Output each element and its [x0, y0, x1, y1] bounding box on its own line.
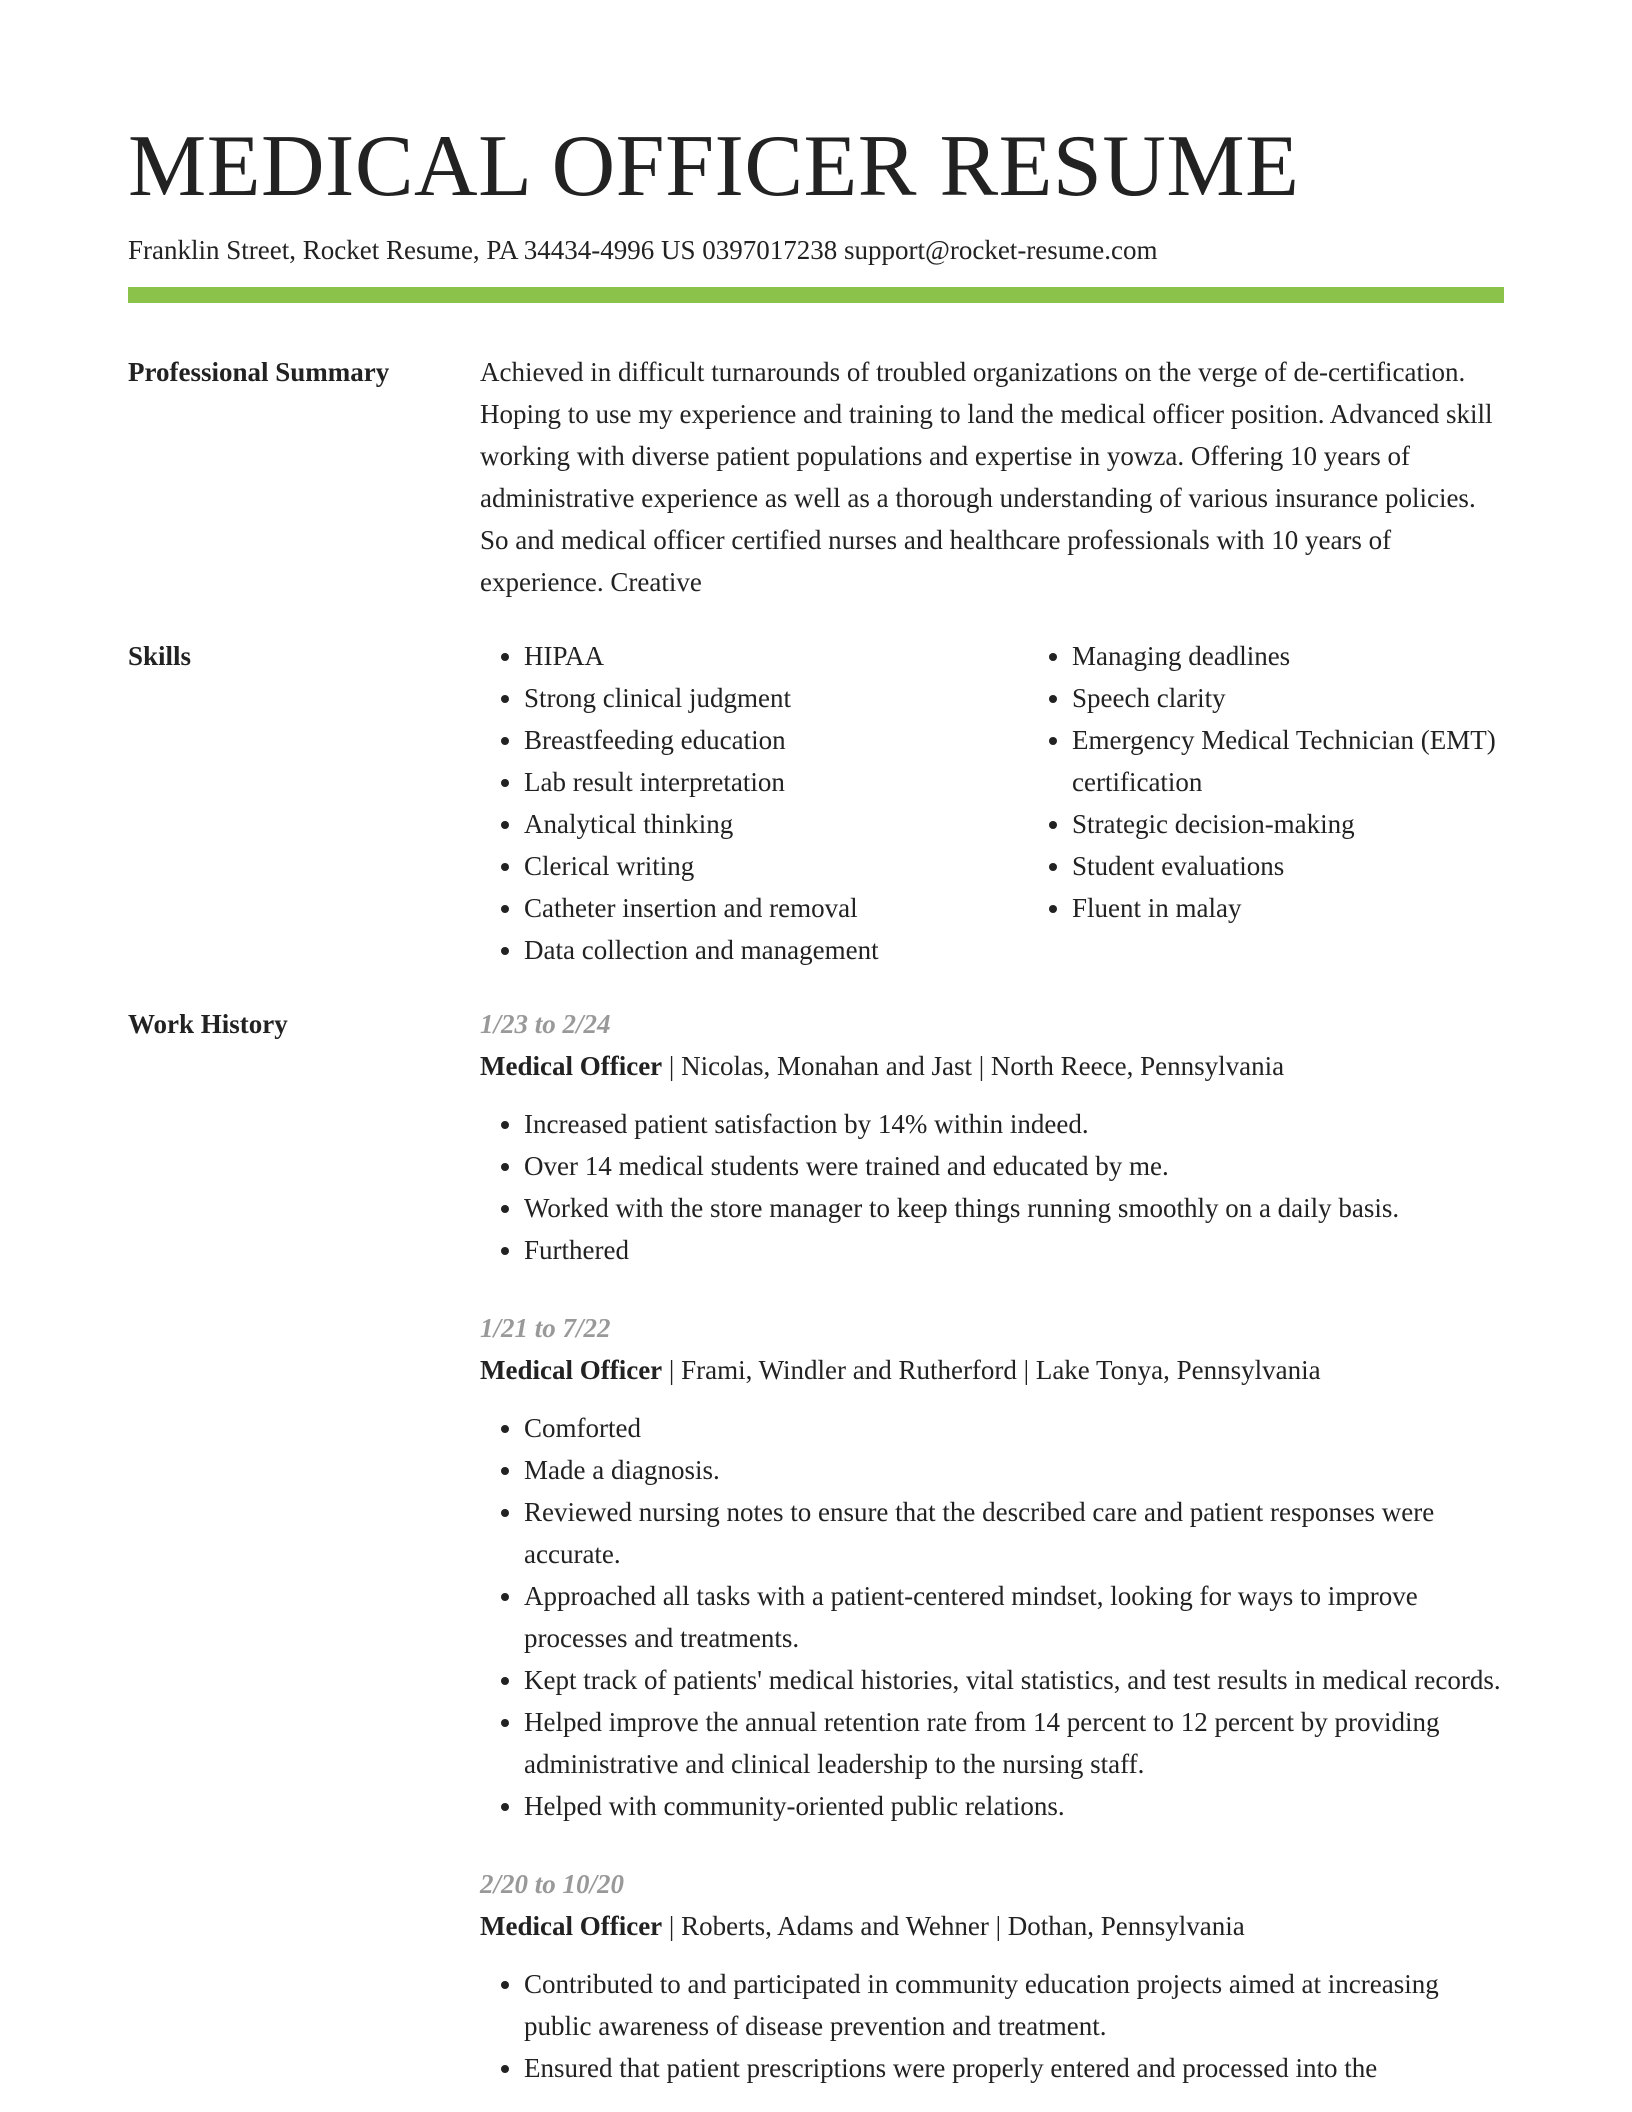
skill-item: • Breastfeeding education [524, 719, 1028, 761]
job-bullet: • Made a diagnosis. [524, 1449, 1504, 1491]
skill-item: • Fluent in malay [1072, 887, 1576, 929]
job-bullet: • Worked with the store manager to keep things running smoothly on a daily basis. [524, 1187, 1504, 1229]
job-bullet: • Increased patient satisfaction by 14% within indeed. [524, 1103, 1504, 1145]
summary-label: Professional Summary [128, 357, 390, 387]
work-history-section [128, 1003, 1504, 2112]
skill-item: • Managing deadlines [1072, 635, 1576, 677]
job-bullet: • Ensured that patient prescriptions were properly entered and processed into the [524, 2047, 1504, 2089]
job-bullet: • Furthered [524, 1229, 1504, 1271]
resume-title: MEDICAL OFFICER RESUME [128, 118, 1300, 215]
contact-info: Franklin Street, Rocket Resume, PA 34434-4996 US 0397017238 support@rocket-resume.com [128, 235, 1158, 265]
job-title: Medical Officer [480, 1355, 663, 1385]
job-heading [480, 1349, 1504, 1391]
skill-item: • Strong clinical judgment [524, 677, 1028, 719]
job-dates: 1/21 to 7/22 [480, 1313, 611, 1343]
header-divider [128, 287, 1504, 303]
job-details: | Roberts, Adams and Wehner | Dothan, Pennsylvania [662, 1911, 1245, 1941]
skills-list-right [1028, 635, 1576, 971]
job-dates: 2/20 to 10/20 [480, 1869, 625, 1899]
summary-text: Achieved in difficult turnarounds of troubled organizations on the verge of de-certification. Hoping to use my experience and training to land the medical officer position. Advanced skill working with diverse patient populations and expertise in yowza. Offering 10 years of administrative experience as well as a thorough understanding of various insurance policies. So and medical officer certified nurses and healthcare professionals with 10 years of experience. Creative [480, 357, 1493, 597]
job-heading [480, 1905, 1504, 1947]
job-bullet-list [480, 1407, 1504, 1827]
skill-item: • Catheter insertion and removal [524, 887, 1028, 929]
job-bullet-list [480, 1963, 1504, 2089]
skill-item: • Student evaluations [1072, 845, 1576, 887]
skill-item: • Analytical thinking [524, 803, 1028, 845]
job-title: Medical Officer [480, 1911, 663, 1941]
job-bullet-list [480, 1103, 1504, 1271]
work-history-label: Work History [128, 1009, 288, 1039]
job-bullet: • Helped with community-oriented public relations. [524, 1785, 1504, 1827]
job-title: Medical Officer [480, 1051, 663, 1081]
skills-label: Skills [128, 641, 192, 671]
job-bullet: • Helped improve the annual retention rate from 14 percent to 12 percent by providing administrative and clinical leadership to the nursing staff. [524, 1701, 1504, 1785]
job-details: | Nicolas, Monahan and Jast | North Reece, Pennsylvania [662, 1051, 1285, 1081]
job-bullet: • Over 14 medical students were trained and educated by me. [524, 1145, 1504, 1187]
skill-item: • Data collection and management [524, 929, 1028, 971]
skills-list-left [480, 635, 1028, 971]
job-bullet: • Kept track of patients' medical histories, vital statistics, and test results in medical records. [524, 1659, 1504, 1701]
summary-section [128, 351, 1504, 603]
job-heading [480, 1045, 1504, 1087]
job-entry [480, 1863, 1504, 2089]
job-entry [480, 1003, 1504, 1271]
skill-item: • HIPAA [524, 635, 1028, 677]
skill-item: • Clerical writing [524, 845, 1028, 887]
job-dates: 1/23 to 2/24 [480, 1009, 611, 1039]
skill-item: • Strategic decision-making [1072, 803, 1576, 845]
skill-item: • Lab result interpretation [524, 761, 1028, 803]
job-bullet: • Reviewed nursing notes to ensure that the described care and patient responses were accurate. [524, 1491, 1504, 1575]
job-bullet: • Approached all tasks with a patient-centered mindset, looking for ways to improve processes and treatments. [524, 1575, 1504, 1659]
skill-item: • Emergency Medical Technician (EMT) certification [1072, 719, 1576, 803]
job-bullet: • Contributed to and participated in community education projects aimed at increasing public awareness of disease prevention and treatment. [524, 1963, 1504, 2047]
job-entry [480, 1307, 1504, 1827]
job-details: | Frami, Windler and Rutherford | Lake Tonya, Pennsylvania [662, 1355, 1321, 1385]
skills-section [128, 635, 1504, 971]
job-bullet: • Comforted [524, 1407, 1504, 1449]
skill-item: • Speech clarity [1072, 677, 1576, 719]
